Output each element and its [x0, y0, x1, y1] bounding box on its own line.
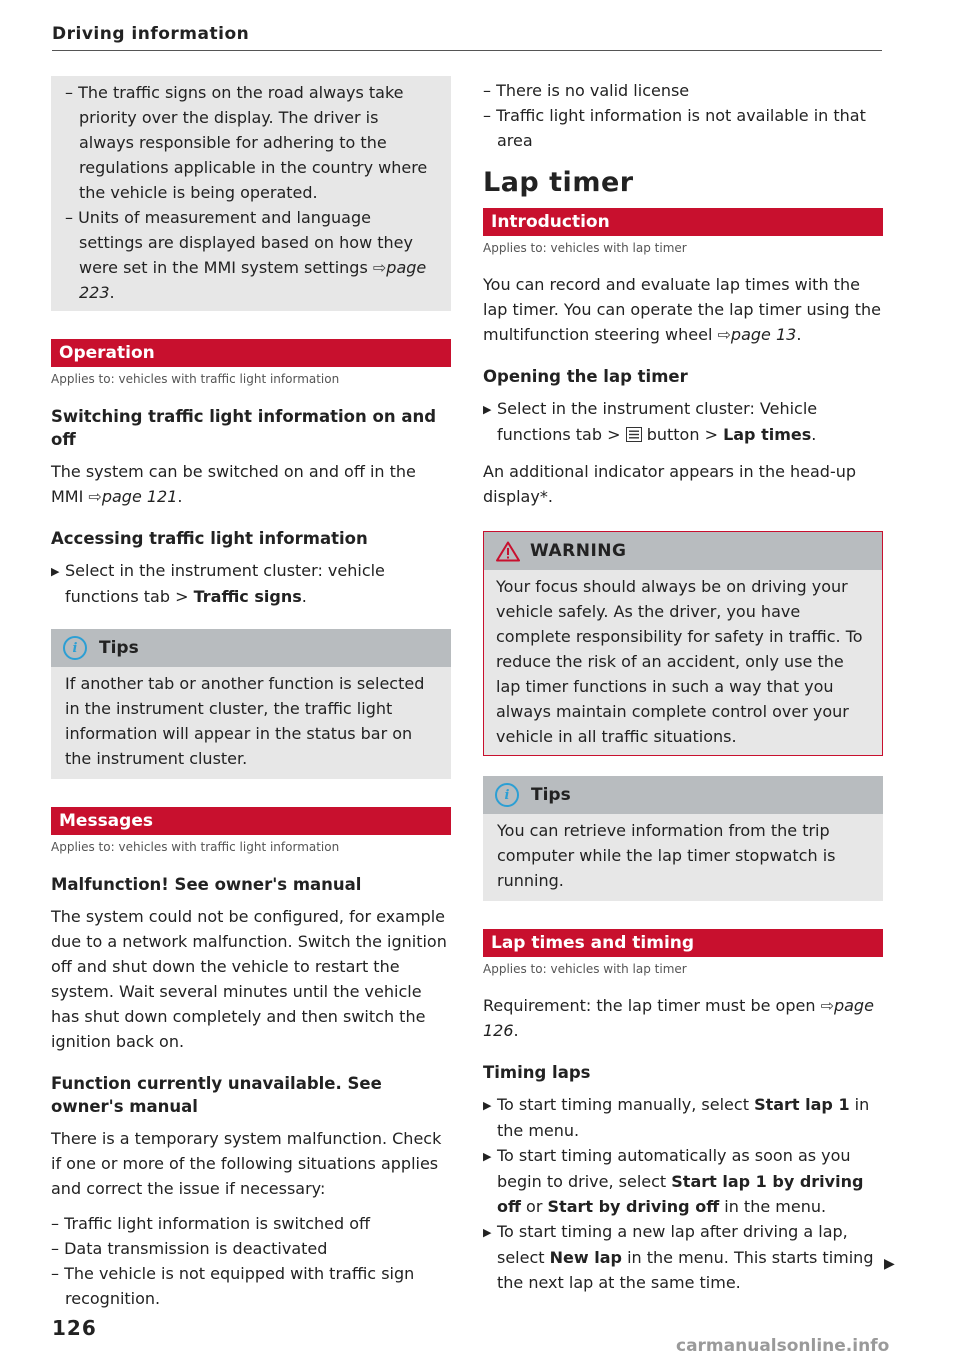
- step-item: ▶ To start timing a new lap after driving a lap, select New lap in the menu. This starts timing the next lap at the same time.: [483, 1219, 883, 1295]
- tips-header: [483, 776, 883, 814]
- arrow-right-icon: ⇨: [717, 325, 731, 344]
- page-header: [52, 24, 882, 51]
- page-link[interactable]: page 126: [483, 996, 874, 1040]
- switching-heading: Switching traffic light information on and off: [51, 407, 437, 449]
- unavailable-heading: Function currently unavailable. See owner's manual: [51, 1074, 382, 1116]
- applies-to: Applies to: vehicles with lap timer: [483, 241, 687, 255]
- menu-button-icon: [626, 424, 642, 449]
- page-link[interactable]: page 13: [730, 325, 797, 344]
- applies-to: Applies to: vehicles with traffic light information: [51, 372, 340, 386]
- note-list: [65, 80, 437, 305]
- tips-text: If another tab or another function is selected in the instrument cluster, the traffic light information will appear in the status bar on the instrument cluster.: [65, 674, 425, 768]
- warning-body: [484, 570, 882, 755]
- note-item: – The traffic signs on the road always take priority over the display. The driver is always responsible for adhering to the regulations applicable in the country where the vehicle is being operated.: [65, 80, 437, 205]
- malfunction-text: The system could not be configured, for example due to a network malfunction. Switch the ignition off and shut down the vehicle to restart the system. Wait several minutes until the vehicle has shut down completely and then switch the ignition back on.: [51, 907, 447, 1051]
- tips-body: [51, 667, 451, 779]
- arrow-right-icon: ⇨: [88, 487, 102, 506]
- lap-timer-title: Lap timer: [483, 167, 634, 198]
- opening-heading: Opening the lap timer: [483, 367, 688, 386]
- warning-header: [484, 532, 882, 570]
- situation-item: – There is no valid license: [483, 78, 883, 103]
- introduction-heading: Introduction: [483, 208, 883, 236]
- applies-to: Applies to: vehicles with traffic light information: [51, 840, 340, 854]
- intro-text: You can record and evaluate lap times with the lap timer. You can operate the lap timer using the multifunction steering wheel ⇨page 13.: [483, 275, 881, 344]
- unavailable-text: There is a temporary system malfunction. Check if one or more of the following situations applies and correct the issue if necessary:: [51, 1129, 442, 1198]
- situations-list: [51, 1211, 451, 1311]
- situation-item: – Traffic light information is switched off: [51, 1211, 451, 1236]
- arrow-right-icon: ⇨: [372, 258, 387, 277]
- situation-item: – The vehicle is not equipped with traffic sign recognition.: [51, 1261, 451, 1311]
- situation-item: – Traffic light information is not available in that area: [483, 103, 883, 153]
- left-column: [51, 76, 451, 1311]
- opening-steps: [483, 396, 883, 449]
- page-link[interactable]: page 223: [79, 258, 427, 302]
- timing-steps: [483, 1092, 883, 1295]
- tips-label: Tips: [99, 638, 139, 658]
- info-icon: i: [495, 783, 519, 807]
- arrow-right-icon: ⇨: [820, 996, 834, 1015]
- info-icon: i: [63, 636, 87, 660]
- tips-label: Tips: [531, 785, 571, 805]
- right-column: [483, 76, 883, 1295]
- watermark: carmanualsonline.info: [676, 1336, 890, 1356]
- warning-text: Your focus should always be on driving your vehicle safely. As the driver, you have complete responsibility for safety in traffic. To reduce the risk of an accident, only use the lap timer functions in such a way that you always maintain complete control over your vehicle in all traffic situations.: [496, 577, 863, 746]
- operation-heading: Operation: [51, 339, 451, 367]
- switching-text: The system can be switched on and off in the MMI ⇨page 121.: [51, 462, 416, 506]
- page-link[interactable]: page 121: [101, 487, 178, 506]
- messages-heading: Messages: [51, 807, 451, 835]
- timing-heading: Timing laps: [483, 1063, 591, 1082]
- tips-header: [51, 629, 451, 667]
- malfunction-heading: Malfunction! See owner's manual: [51, 875, 362, 894]
- warning-triangle-icon: [496, 541, 520, 562]
- note-item: – Units of measurement and language settings are displayed based on how they were set in the MMI system settings ⇨page 223.: [65, 205, 437, 305]
- situations-list-continued: [483, 78, 883, 153]
- accessing-steps: [51, 558, 451, 609]
- step-item: ▶ To start timing manually, select Start lap 1 in the menu.: [483, 1092, 883, 1143]
- additional-text: An additional indicator appears in the head-up display*.: [483, 462, 857, 506]
- accessing-heading: Accessing traffic light information: [51, 529, 368, 548]
- note-box: [51, 76, 451, 311]
- continue-arrow-icon: ▶: [884, 1256, 895, 1272]
- lap-times-heading: Lap times and timing: [483, 929, 883, 957]
- step-item: ▶ Select in the instrument cluster: Vehicle functions tab > button > Lap times.: [483, 396, 883, 449]
- requirement-text: Requirement: the lap timer must be open ⇨page 126.: [483, 996, 874, 1040]
- tips-body: [483, 814, 883, 901]
- applies-to: Applies to: vehicles with lap timer: [483, 962, 687, 976]
- tips-text: You can retrieve information from the trip computer while the lap timer stopwatch is running.: [497, 821, 836, 890]
- step-item: ▶ To start timing automatically as soon as you begin to drive, select Start lap 1 by driving off or Start by driving off in the menu.: [483, 1143, 883, 1219]
- situation-item: – Data transmission is deactivated: [51, 1236, 451, 1261]
- warning-label: WARNING: [530, 541, 627, 561]
- step-item: ▶ Select in the instrument cluster: vehicle functions tab > Traffic signs.: [51, 558, 451, 609]
- section-title: Driving information: [52, 24, 250, 44]
- warning-box: [483, 531, 883, 756]
- page-number: 126: [52, 1316, 97, 1340]
